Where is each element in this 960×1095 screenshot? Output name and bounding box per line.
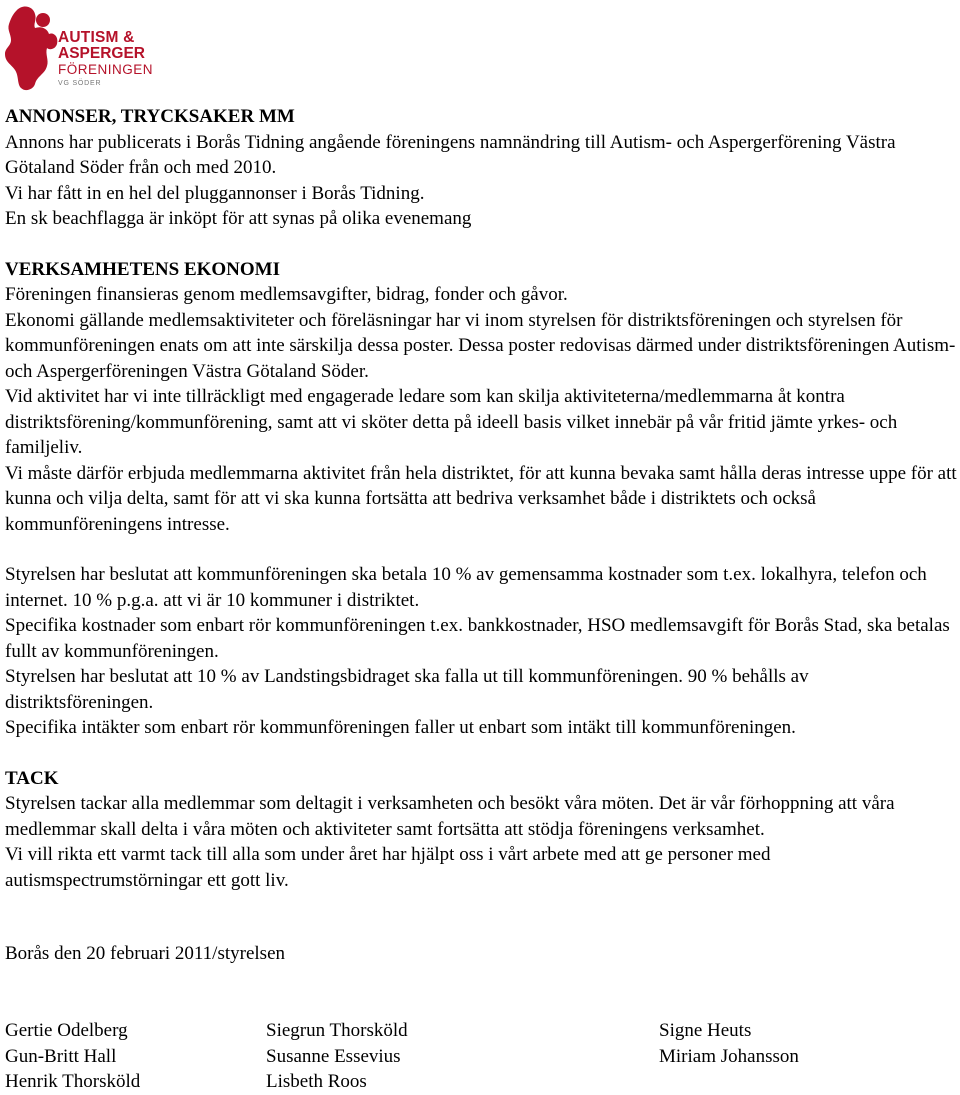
- signature-column-2: [266, 1018, 408, 1095]
- paragraph: Vid aktivitet har vi inte tillräckligt med engagerade ledare som kan skilja aktiviteterna/medlemmarna åt kontra distriktsförening/kommunförening, samt att vi sköter detta på ideell basis vilket innebär på vår fritid jämte yrkes- och familjeliv.: [5, 386, 898, 458]
- paragraph: Föreningen finansieras genom medlemsavgifter, bidrag, fonder och gåvor.: [5, 284, 568, 305]
- signature-name: Susanne Essevius: [266, 1045, 401, 1067]
- paragraph: Ekonomi gällande medlemsaktiviteter och föreläsningar har vi inom styrelsen för distriktsföreningen och styrelsen för kommunföreningen enats om att inte särskilja dessa poster. Dessa poster redovisas därmed under distriktsföreningen Autism- och Aspergerföreningen Västra Götaland Söder.: [5, 309, 956, 382]
- logo-line-3: FÖRENINGEN: [58, 62, 154, 77]
- paragraph: Vi har fått in en hel del pluggannonser i Borås Tidning.: [5, 182, 425, 204]
- spacer: [5, 741, 960, 766]
- section-heading-tack: TACK: [5, 767, 59, 789]
- signature-name: Siegrun Thorsköld: [266, 1020, 408, 1041]
- paragraph: Specifika kostnader som enbart rör kommunföreningen t.ex. bankkostnader, HSO medlemsavgift för Borås Stad, ska betalas fullt av kommunföreningen.: [5, 615, 950, 662]
- puzzle-figure-icon: [3, 4, 63, 94]
- spacer: [5, 537, 960, 562]
- section-heading-ekonomi: VERKSAMHETENS EKONOMI: [5, 258, 281, 280]
- paragraph: Styrelsen tackar alla medlemmar som deltagit i verksamheten och besökt våra möten. Det är vår förhoppning att våra medlemmar skall delta i våra möten och aktiviteter samt fortsätta att stödja föreningens verksamhet.: [5, 793, 895, 840]
- paragraph: Styrelsen har beslutat att kommunföreningen ska betala 10 % av gemensamma kostnader som t.ex. lokalhyra, telefon och internet. 10 % p.g.a. att vi är 10 kommuner i distriktet.: [5, 564, 927, 611]
- logo-line-1: AUTISM &: [58, 29, 135, 46]
- signature-name: Lisbeth Roos: [266, 1071, 367, 1092]
- paragraph: Annons har publicerats i Borås Tidning angående föreningens namnändring till Autism- och Aspergerförening Västra Götaland Söder från och med 2010.: [5, 131, 896, 178]
- paragraph: Vi vill rikta ett varmt tack till alla som under året har hjälpt oss i vårt arbete med att ge personer med autismspectrumstörningar ett gott liv.: [5, 844, 771, 891]
- logo-line-4: VG SÖDER: [58, 80, 102, 87]
- signature-column-3: [659, 1018, 799, 1069]
- spacer: [5, 893, 960, 941]
- paragraph: En sk beachflagga är inköpt för att synas på olika evenemang: [5, 208, 472, 229]
- spacer: [5, 232, 960, 257]
- paragraph: Styrelsen har beslutat att 10 % av Landstingsbidraget ska falla ut till kommunföreningen. 90 % behålls av distriktsföreningen.: [5, 666, 809, 713]
- paragraph: Vi måste därför erbjuda medlemmarna aktivitet från hela distriktet, för att kunna bevaka samt hålla deras intresse uppe för att kunna och vilja delta, samt för att vi ska kunna fortsätta att bedriva verksamhet både i distriktets och också kommunföreningens intresse.: [5, 462, 957, 535]
- logo-wordmark: [58, 30, 153, 92]
- signature-name: Gertie Odelberg: [5, 1020, 128, 1041]
- signature-name: Miriam Johansson: [659, 1045, 799, 1067]
- organization-logo: [3, 4, 154, 92]
- section-heading-annonser: ANNONSER, TRYCKSAKER MM: [5, 106, 295, 127]
- dateline: Borås den 20 februari 2011/styrelsen: [5, 943, 285, 964]
- paragraph: Specifika intäkter som enbart rör kommunföreningen faller ut enbart som intäkt till kommunföreningen.: [5, 717, 796, 738]
- logo-line-2: ASPERGER: [58, 45, 145, 62]
- signature-name: Signe Heuts: [659, 1020, 752, 1041]
- document-body: [5, 104, 960, 967]
- signature-name: Gun-Britt Hall: [5, 1045, 117, 1067]
- signature-column-1: [5, 1018, 140, 1095]
- signature-name: Henrik Thorsköld: [5, 1071, 141, 1092]
